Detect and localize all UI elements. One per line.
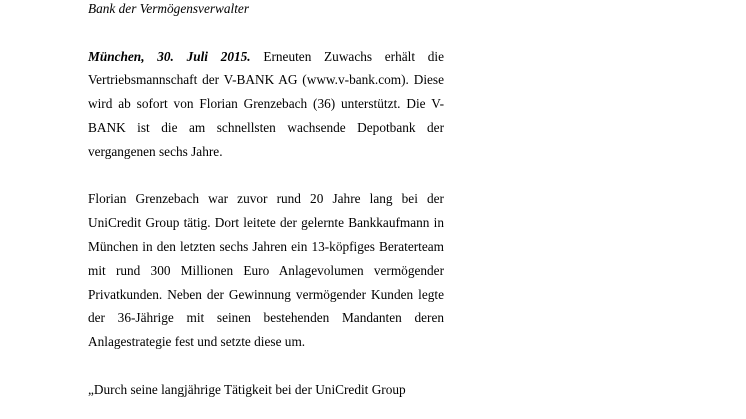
paragraph-intro	[88, 45, 444, 164]
paragraph-intro-text: Erneuten Zuwachs erhält die Vertriebsmannschaft der V-BANK AG (www.v-bank.com). Diese wird ab sofort von Florian Grenzebach (36) unterstützt. Die V-BANK ist die am schnellsten wachsende Depotbank der vergangenen sechs Jahre.	[88, 48, 444, 159]
document-page	[88, 0, 444, 402]
paragraph-career: Florian Grenzebach war zuvor rund 20 Jahre lang bei der UniCredit Group tätig. Dort leitete der gelernte Bankkaufmann in München in den letzten sechs Jahren ein 13-köpfiges Beraterteam mit rund 300 Millionen Euro Anlagevolumen vermögender Privatkunden. Neben der Gewinnung vermögender Kunden legte der 36-Jährige mit seinen bestehenden Mandanten deren Anlagestrategie fest und setzte diese um.	[88, 191, 444, 350]
paragraph-quote: „Durch seine langjährige Tätigkeit bei der UniCredit Group	[88, 381, 406, 397]
paragraph-spacer	[88, 354, 444, 378]
document-subtitle: Bank der Vermögensverwalter	[88, 1, 250, 16]
paragraph-spacer	[88, 164, 444, 188]
paragraph-spacer	[88, 21, 444, 45]
dateline: München, 30. Juli 2015.	[88, 48, 251, 64]
